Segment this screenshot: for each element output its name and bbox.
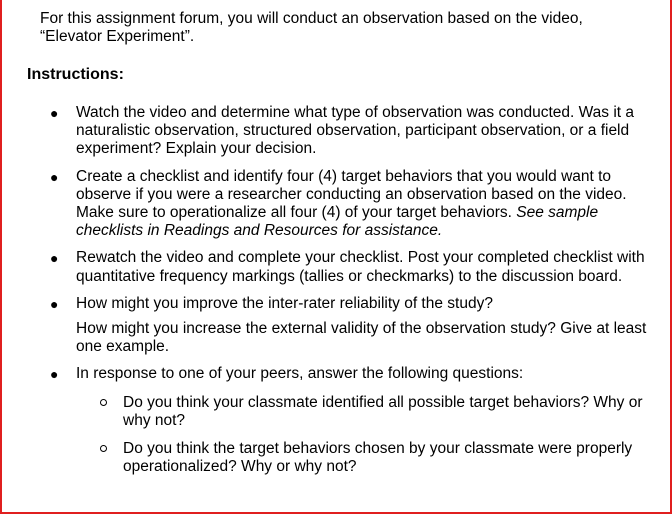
- bullet-icon: ●: [50, 295, 59, 312]
- sub-list: [76, 394, 658, 477]
- instructions-list: [0, 104, 672, 486]
- hollow-bullet-icon: [100, 399, 107, 406]
- list-item: [0, 249, 672, 285]
- list-item: [0, 104, 672, 159]
- item-text: In response to one of your peers, answer the following questions:: [76, 365, 524, 383]
- item-text: Rewatch the video and complete your checklist. Post your completed checklist with quantitative frequency markings (tallies or checkmarks) to the discussion board.: [76, 249, 645, 285]
- item-extra-text: How might you increase the external validity of the observation study? Give at least one example.: [76, 320, 647, 356]
- sub-list-item: [76, 440, 658, 476]
- sub-list-item: [76, 394, 658, 430]
- intro-paragraph: For this assignment forum, you will conduct an observation based on the video, “Elevator Experiment”.: [40, 10, 583, 45]
- bullet-icon: ●: [50, 366, 59, 383]
- sub-item-text: Do you think the target behaviors chosen by your classmate were properly operationalized? Why or why not?: [123, 440, 633, 476]
- list-item: [0, 295, 672, 357]
- bullet-icon: ●: [50, 168, 59, 185]
- item-text: Create a checklist and identify four (4) target behaviors that you would want to observe if you were a researcher conducting an observation based on the video. Make sure to operationalize all four (4) of your target behaviors.: [76, 167, 627, 222]
- bullet-icon: ●: [50, 105, 59, 121]
- list-item: [0, 168, 672, 241]
- item-italic-note: See sample checklists in Readings and Resources for assistance.: [76, 204, 599, 240]
- instructions-heading: Instructions:: [27, 66, 124, 83]
- hollow-bullet-icon: [100, 445, 107, 452]
- list-item: [0, 365, 672, 476]
- item-text: How might you improve the inter-rater reliability of the study?: [76, 294, 493, 312]
- sub-item-text: Do you think your classmate identified all possible target behaviors? Why or why not?: [123, 393, 643, 429]
- item-text: Watch the video and determine what type of observation was conducted. Was it a naturalistic observation, structured observation, participant observation, or a field experiment? Explain your decision.: [76, 104, 635, 158]
- bullet-icon: ●: [50, 250, 59, 267]
